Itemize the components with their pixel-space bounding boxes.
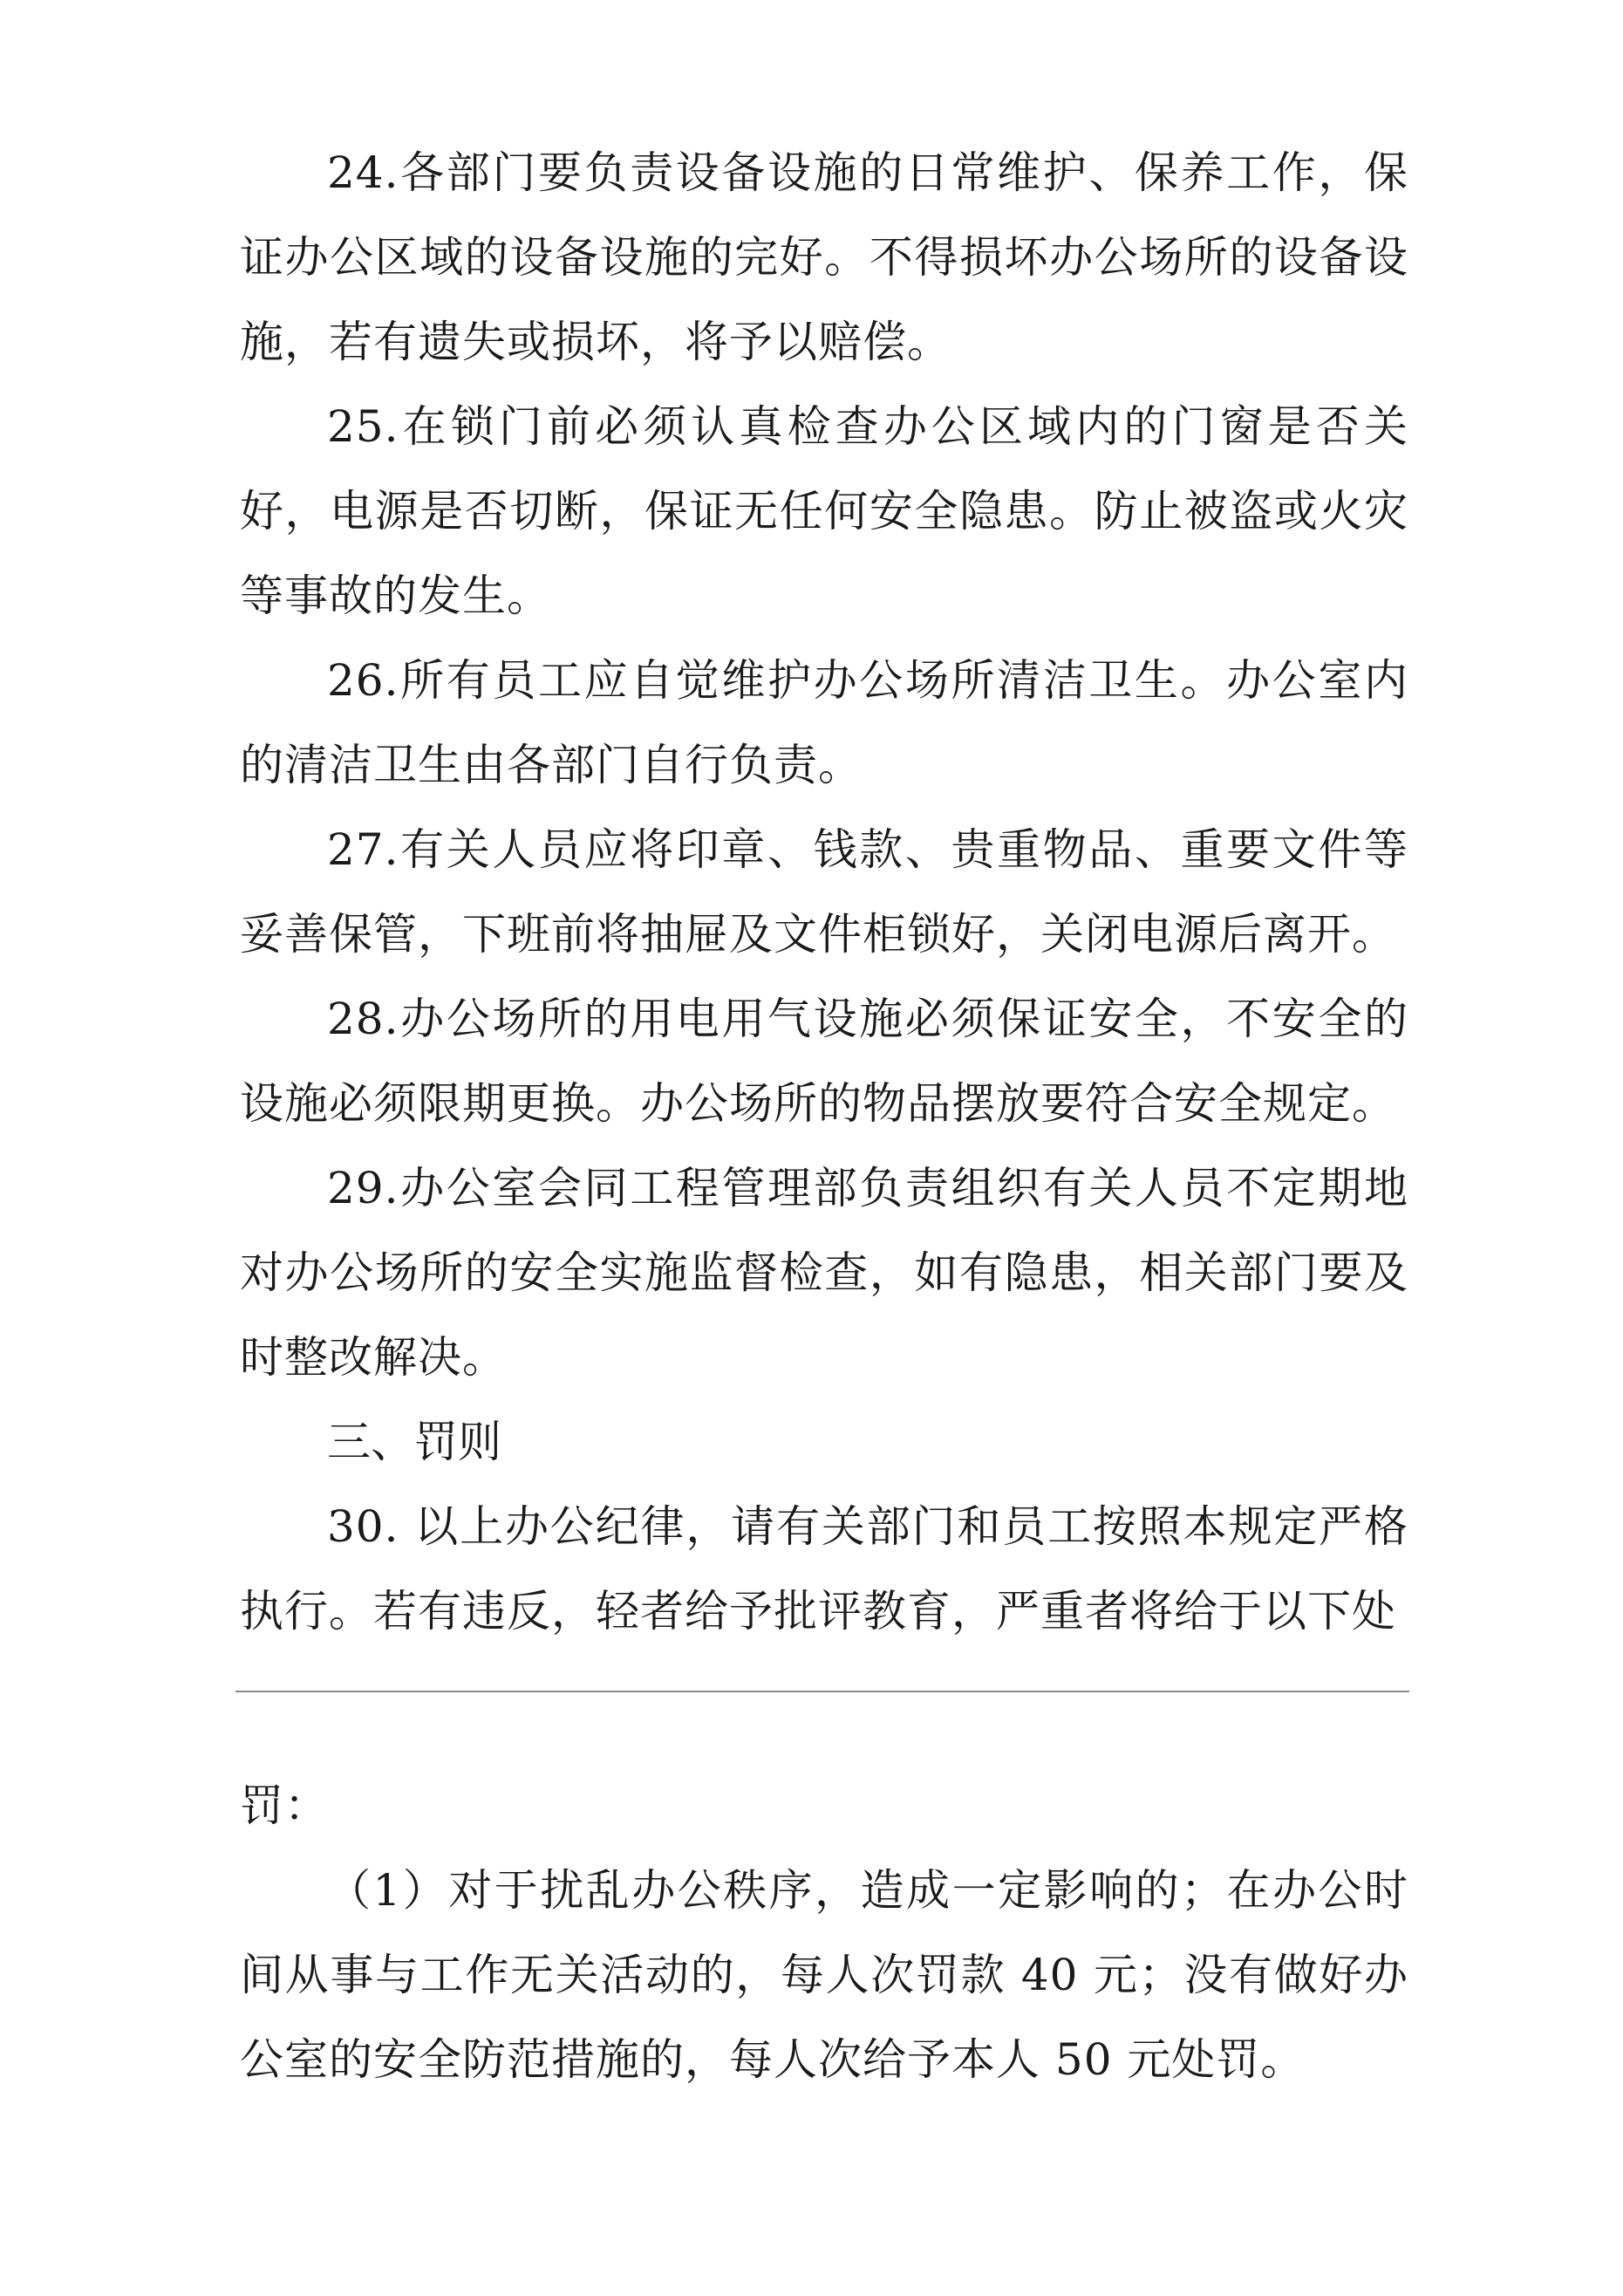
paragraph-24: 24.各部门要负责设备设施的日常维护、保养工作，保证办公区域的设备设施的完好。不得损坏办公场所的设备设施，若有遗失或损坏，将予以赔偿。 (240, 147, 1408, 367)
paragraph-continuation: 罚： (240, 1780, 329, 1831)
page-divider (235, 1691, 1409, 1692)
paragraph-30: 30. 以上办公纪律，请有关部门和员工按照本规定严格执行。若有违反，轻者给予批评教育，严重者将给于以下处 (240, 1501, 1408, 1637)
penalty-item-1: （1）对于扰乱办公秩序，造成一定影响的；在办公时间从事与工作无关活动的，每人次罚款 40 元；没有做好办公室的安全防范措施的，每人次给予本人 50 元处罚。 (240, 1865, 1408, 2085)
section-heading-penalties: 三、罚则 (327, 1417, 501, 1467)
paragraph-28: 28.办公场所的用电用气设施必须保证安全，不安全的设施必须限期更换。办公场所的物品摆放要符合安全规定。 (240, 994, 1408, 1129)
document-page-bottom (240, 1764, 1408, 2102)
document-page-top (240, 131, 1408, 1654)
paragraph-25: 25.在锁门前必须认真检查办公区域内的门窗是否关好，电源是否切断，保证无任何安全隐患。防止被盗或火灾等事故的发生。 (240, 401, 1408, 621)
paragraph-27: 27.有关人员应将印章、钱款、贵重物品、重要文件等妥善保管，下班前将抽屉及文件柜锁好，关闭电源后离开。 (240, 824, 1408, 960)
paragraph-26: 26.所有员工应自觉维护办公场所清洁卫生。办公室内的清洁卫生由各部门自行负责。 (240, 655, 1408, 790)
paragraph-29: 29.办公室会同工程管理部负责组织有关人员不定期地对办公场所的安全实施监督检查，如有隐患，相关部门要及时整改解决。 (240, 1163, 1408, 1383)
